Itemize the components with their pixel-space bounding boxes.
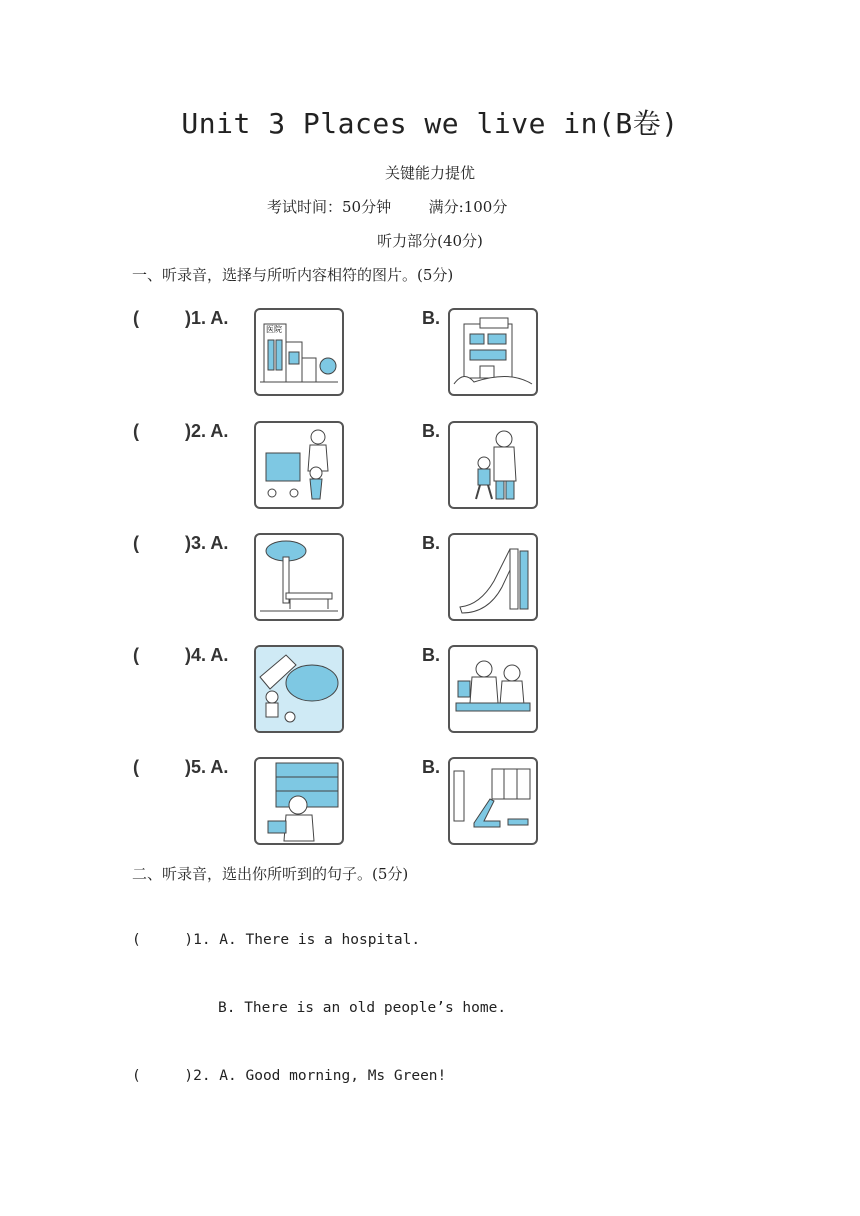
option-b-label: B. xyxy=(422,308,440,328)
answer-paren-open[interactable]: ( xyxy=(133,533,139,553)
library-icon[interactable] xyxy=(254,757,344,845)
answer-paren-open[interactable]: ( xyxy=(133,757,139,777)
question-number: 2. xyxy=(191,421,207,441)
walking-icon[interactable] xyxy=(448,421,538,509)
option-b-label: B. xyxy=(422,757,440,777)
svg-text:医院: 医院 xyxy=(266,325,282,334)
exam-info xyxy=(267,196,507,217)
answer-paren-open[interactable]: ( xyxy=(133,421,139,441)
section2-heading: 二、听录音，选出你所听到的句子。(5分) xyxy=(132,865,409,883)
question-number: 5. xyxy=(191,757,207,777)
exam-time: 考试时间：50分钟 xyxy=(267,198,392,216)
option-b-label: B. xyxy=(422,421,440,441)
full-score: 满分:100分 xyxy=(428,198,508,216)
question-number: 1. xyxy=(191,308,207,328)
doctor-icon[interactable] xyxy=(448,645,538,733)
option-a-label: A. xyxy=(210,757,229,777)
option-a-label: A. xyxy=(210,533,229,553)
part-label: 听力部分(40分) xyxy=(377,232,483,250)
shopping-icon[interactable] xyxy=(254,421,344,509)
slide-icon[interactable] xyxy=(448,533,538,621)
answer-paren-close: ) xyxy=(185,645,191,665)
playground-icon[interactable] xyxy=(254,645,344,733)
hospital-icon[interactable] xyxy=(254,308,344,396)
option-b-label: B. xyxy=(422,645,440,665)
question-number: 4. xyxy=(191,645,207,665)
option-a-label: A. xyxy=(210,421,229,441)
option-b-label: B. xyxy=(422,533,440,553)
answer-paren-open[interactable]: ( xyxy=(133,308,139,328)
option-a-label: A. xyxy=(210,308,229,328)
park-icon[interactable] xyxy=(254,533,344,621)
question-number: 3. xyxy=(191,533,207,553)
page-title: Unit 3 Places we live in(B卷) xyxy=(181,107,679,140)
section1-heading: 一、听录音，选择与所听内容相符的图片。(5分) xyxy=(132,266,454,284)
answer-paren-open[interactable]: ( xyxy=(133,645,139,665)
answer-paren-close: ) xyxy=(185,308,191,328)
sentence-2-option-a: ( )2. A. Good morning, Ms Green! xyxy=(132,1068,447,1084)
post-office-icon[interactable] xyxy=(448,308,538,396)
sentence-1-option-b: B. There is an old people’s home. xyxy=(218,1000,507,1016)
answer-paren-close: ) xyxy=(185,533,191,553)
answer-paren-close: ) xyxy=(185,421,191,441)
subtitle: 关键能力提优 xyxy=(384,164,475,182)
gym-icon[interactable] xyxy=(448,757,538,845)
answer-paren-close: ) xyxy=(185,757,191,777)
option-a-label: A. xyxy=(210,645,229,665)
sentence-1-option-a: ( )1. A. There is a hospital. xyxy=(132,932,421,948)
